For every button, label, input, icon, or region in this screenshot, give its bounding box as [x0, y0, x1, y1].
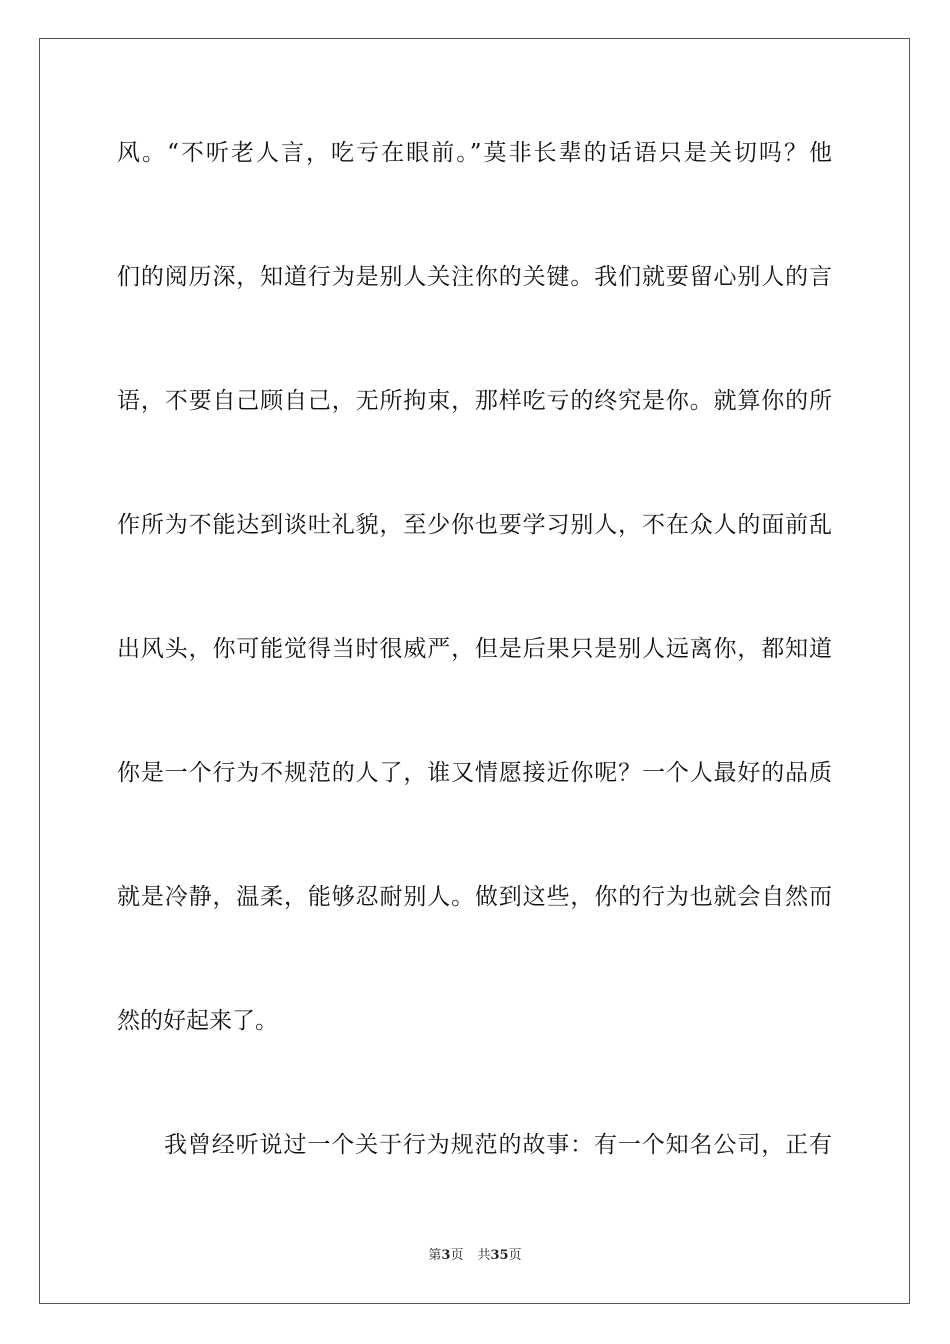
- body-line-4: 作所为不能达到谈吐礼貌，至少你也要学习别人，不在众人的面前乱: [117, 512, 832, 538]
- body-line-2: 们的阅历深，知道行为是别人关注你的关键。我们就要留心别人的言: [117, 264, 832, 290]
- page-footer: [0, 1248, 950, 1264]
- body-line-6: 你是一个行为不规范的人了，谁又情愿接近你呢？一个人最好的品质: [117, 760, 832, 786]
- body-line-1: 风。“不听老人言，吃亏在眼前。”莫非长辈的话语只是关切吗？他: [117, 140, 832, 166]
- page-number: 3: [441, 1248, 451, 1263]
- total-pages: 35: [490, 1248, 509, 1263]
- page-border: [39, 38, 910, 1304]
- body-line-5: 出风头，你可能觉得当时很威严，但是后果只是别人远离你，都知道: [117, 636, 832, 662]
- body-line-3: 语，不要自己顾自己，无所拘束，那样吃亏的终究是你。就算你的所: [117, 388, 832, 414]
- total-suffix: 页: [508, 1248, 522, 1263]
- body-line-8: 然的好起来了。: [117, 1008, 278, 1034]
- page-suffix: 页: [450, 1248, 464, 1263]
- body-line-7: 就是冷静，温柔，能够忍耐别人。做到这些，你的行为也就会自然而: [117, 884, 832, 910]
- total-prefix: 共: [477, 1248, 491, 1263]
- body-paragraph-start: 我曾经听说过一个关于行为规范的故事：有一个知名公司，正有: [164, 1132, 832, 1158]
- page-prefix: 第: [428, 1248, 442, 1263]
